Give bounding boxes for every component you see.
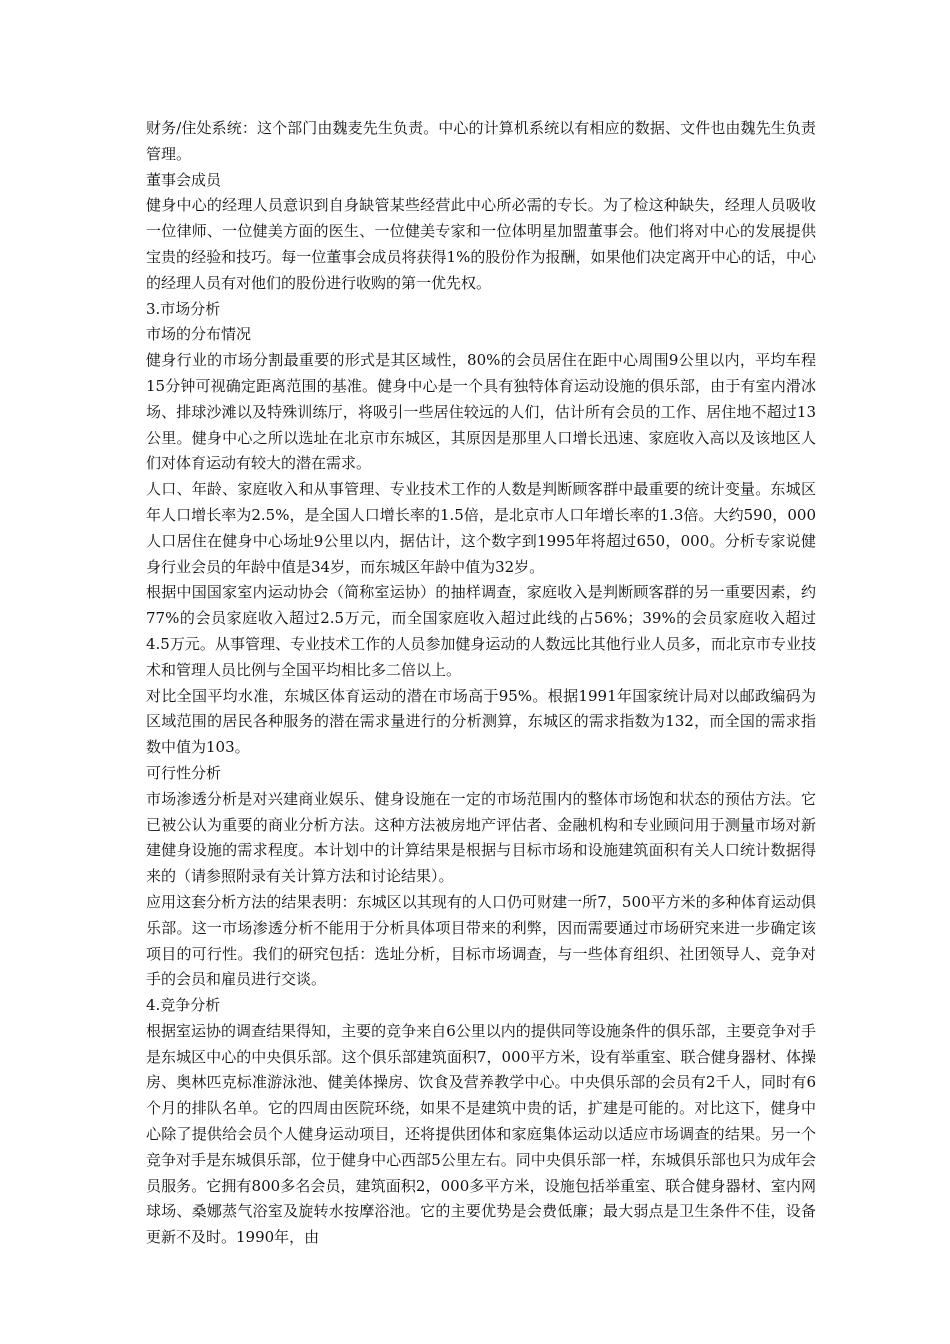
- paragraph-demand-index: 对比全国平均水准，东城区体育运动的潜在市场高于95%。根据1991年国家统计局对以邮政编码为区域范围的居民各种服务的潜在需求量进行的分析测算，东城区的需求指数为132，而全国的需求指数中值为103。: [146, 686, 816, 757]
- paragraph-competitors: 根据室运协的调查结果得知，主要的竞争来自6公里以内的提供同等设施条件的俱乐部，主要竞争对手是东城区中心的中央俱乐部。这个俱乐部建筑面积7，000平方米，设有举重室、联合健身器材、体操房、奥林匹克标准游泳池、健美体操房、饮食及营养教学中心。中央俱乐部的会员有2千人，同时有6个月的排队名单。它的四周由医院环绕，如果不是建筑中贵的话，扩建是可能的。对比这下，健身中心除了提供给会员个人健身运动项目，还将提供团体和家庭集体运动以适应市场调查的结果。另一个竞争对手是东城俱乐部，位于健身中心西部5公里左右。同中央俱乐部一样，东城俱乐部也只为成年会员服务。它拥有800多名会员，建筑面积2，000多平方米，设施包括举重室、联合健身器材、室内网球场、桑娜蒸气浴室及旋转水按摩浴池。它的主要优势是会费低廉；最大弱点是卫生条件不佳，设备更新不及时。1990年，由: [146, 1021, 816, 1247]
- heading-market-analysis: 3.市场分析: [146, 299, 221, 318]
- heading-competition-analysis: 4.竞争分析: [146, 996, 221, 1015]
- heading-feasibility: 可行性分析: [146, 763, 222, 782]
- paragraph-board-members: 健身中心的经理人员意识到自身缺管某些经营此中心所必需的专长。为了检这种缺失，经理人员吸收一位律师、一位健美方面的医生、一位健美专家和一位体明星加盟董事会。他们将对中心的发展提供宝贵的经验和技巧。每一位董事会成员将获得1%的股份作为报酬，如果他们决定离开中心的话，中心的经理人员有对他们的股份进行收购的第一优先权。: [146, 196, 816, 292]
- paragraph-finance-system: 财务/住处系统：这个部门由魏麦先生负责。中心的计算机系统以有相应的数据、文件也由魏先生负责管理。: [146, 119, 816, 163]
- paragraph-penetration-analysis: 市场渗透分析是对兴建商业娱乐、健身设施在一定的市场范围内的整体市场饱和状态的预估方法。它已被公认为重要的商业分析方法。这种方法被房地产评估者、金融机构和专业顾问用于测量市场对新建健身设施的需求程度。本计划中的计算结果是根据与目标市场和设施建筑面积有关人口统计数据得来的（请参照附录有关计算方法和讨论结果）。: [146, 789, 816, 886]
- paragraph-population-stats: 人口、年龄、家庭收入和从事管理、专业技术工作的人数是判断顾客群中最重要的统计变量。东城区年人口增长率为2.5%，是全国人口增长率的1.5倍，是北京市人口年增长率的1.3倍。大约590，000人口居住在健身中心场址9公里以内，据估计，这个数字到1995年将超过650，000。分析专家说健身行业会员的年龄中值是34岁，而东城区年龄中值为32岁。: [146, 480, 816, 576]
- paragraph-analysis-results: 应用这套分析方法的结果表明：东城区以其现有的人口仍可财建一所7，500平方米的多种体育运动俱乐部。这一市场渗透分析不能用于分析具体项目带来的利弊，因而需要通过市场研究来进一步确定该项目的可行性。我们的研究包括：选址分析，目标市场调查，与一些体育组织、社团领导人、竞争对手的会员和雇员进行交谈。: [146, 892, 816, 989]
- paragraph-household-income: 根据中国国家室内运动协会（简称室运协）的抽样调查，家庭收入是判断顾客群的另一重要因素，约77%的会员家庭收入超过2.5万元，而全国家庭收入超过此线的占56%；39%的会员家庭收入超过4.5万元。从事管理、专业技术工作的人员参加健身运动的人数远比其他行业人员多，而北京市专业技术和管理人员比例与全国平均相比多二倍以上。: [146, 583, 816, 679]
- paragraph-market-segmentation: 健身行业的市场分割最重要的形式是其区域性，80%的会员居住在距中心周围9公里以内，平均车程15分钟可视确定距离范围的基准。健身中心是一个具有独特体育运动设施的俱乐部，由于有室内滑冰场、排球沙滩以及特殊训练厅，将吸引一些居住较远的人们，估计所有会员的工作、居住地不超过13公里。健身中心之所以选址在北京市东城区，其原因是那里人口增长迅速、家庭收入高以及该地区人们对体育运动有较大的潜在需求。: [146, 351, 816, 473]
- document-page: [146, 116, 816, 1251]
- heading-market-distribution: 市场的分布情况: [146, 325, 252, 344]
- heading-board-members: 董事会成员: [146, 170, 222, 189]
